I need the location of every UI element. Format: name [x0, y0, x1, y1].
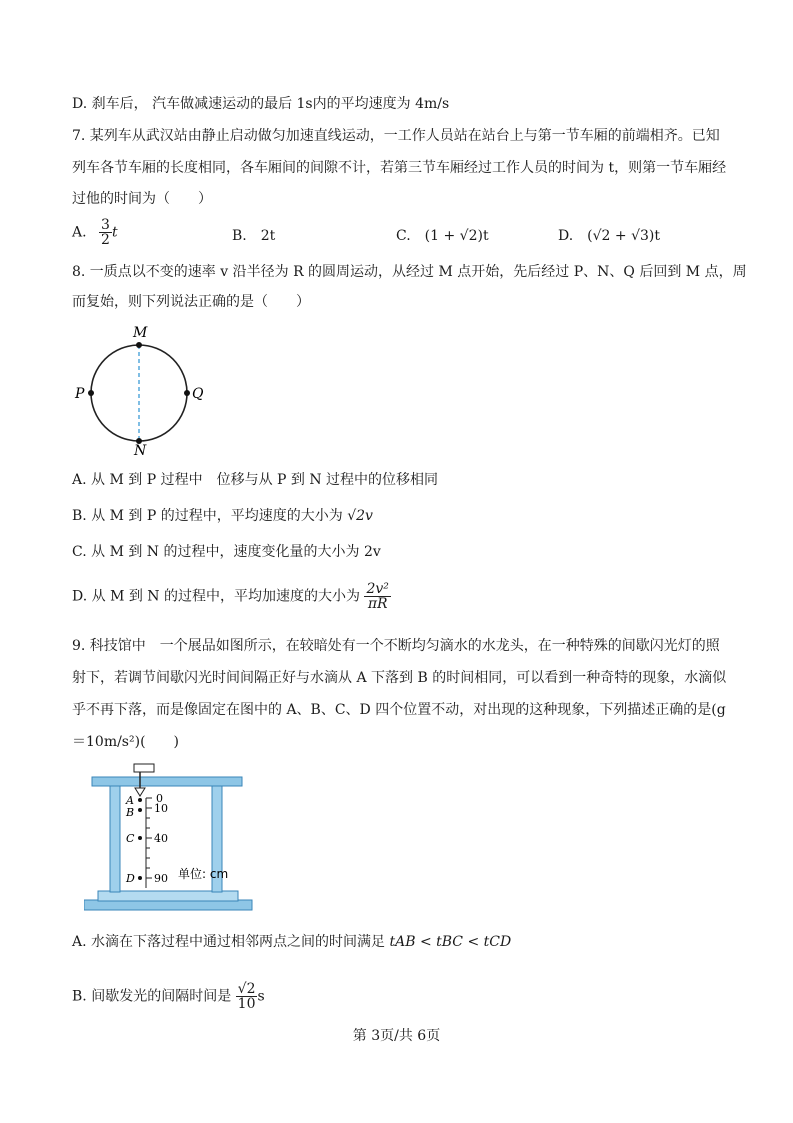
nozzle-icon	[135, 788, 145, 796]
label-b: B	[126, 806, 135, 819]
drop-a	[138, 798, 142, 802]
q9-option-a: A. 水滴在下落过程中通过相邻两点之间的时间满足 tAB < tBC < tCD	[72, 934, 512, 950]
q9-drip-figure	[84, 762, 254, 912]
label-c: C	[126, 832, 135, 845]
q7-option-d: D. (√2 + √3)t	[558, 228, 661, 244]
q9-stem-line4: ＝10m/s²)( )	[72, 734, 179, 750]
q8-option-b: B. 从 M 到 P 的过程中，平均速度的大小为 √2v	[72, 508, 373, 524]
q7-option-a: A. $\frac{3}{2}$ t	[72, 217, 118, 248]
label-p: P	[75, 386, 85, 402]
label-n: N	[134, 443, 147, 458]
tick-label-0: 0	[156, 792, 163, 805]
q9-option-b-fraction: $\frac{√2}{10}$	[237, 981, 256, 1012]
q8-circle-figure	[70, 322, 210, 458]
q9-stem-line1: 9. 科技馆中 一个展品如图所示，在较暗处有一个不断均匀滴水的水龙头，在一种特殊的间歇闪光灯的照	[72, 638, 720, 654]
label-d: D	[126, 872, 135, 885]
label-m: M	[133, 325, 148, 341]
q8-option-d-fraction: $\frac{\text{2v²}}{\pi R}$	[366, 581, 389, 612]
label-q: Q	[192, 386, 204, 402]
unit-label: 单位: cm	[178, 867, 229, 881]
q7-stem-line1: 7. 某列车从武汉站由静止启动做匀加速直线运动，一工作人员站在站台上与第一节车厢的前端相齐。已知	[72, 128, 720, 144]
q8-option-d: D. 从 M 到 N 的过程中，平均加速度的大小为 $\frac{\text{2v²}}{\pi R}$	[72, 581, 389, 612]
point-m	[136, 342, 142, 348]
drop-b	[138, 808, 142, 812]
q8-stem-line1: 8. 一质点以不变的速率 v 沿半径为 R 的圆周运动，从经过 M 点开始，先后经过 P、N、Q 后回到 M 点，周	[72, 264, 747, 280]
q7-option-b: B. 2t	[232, 228, 276, 244]
top-plate	[92, 777, 242, 786]
point-p	[88, 390, 94, 396]
tick-label-40: 40	[154, 832, 168, 845]
q7-stem-line3: 过他的时间为（ ）	[72, 191, 212, 207]
faucet-head	[134, 764, 154, 772]
q7-option-c: C. (1 + √2)t	[396, 228, 489, 244]
q7-option-a-fraction: $\frac{3}{2}$	[101, 217, 110, 248]
tick-label-90: 90	[154, 872, 168, 885]
drop-c	[138, 836, 142, 840]
q9-stem-line3: 乎不再下落，而是像固定在图中的 A、B、C、D 四个位置不动，对出现的这种现象，下列描述正确的是(g	[72, 702, 726, 718]
drop-d	[138, 876, 142, 880]
q8-option-a: A. 从 M 到 P 过程中 位移与从 P 到 N 过程中的位移相同	[72, 472, 439, 488]
left-post	[110, 786, 120, 892]
q7-stem-line2: 列车各节车厢的长度相同，各车厢间的间隙不计，若第三节车厢经过工作人员的时间为 t，则第一节车厢经	[72, 160, 727, 176]
q8-option-c: C. 从 M 到 N 的过程中，速度变化量的大小为 2v	[72, 544, 381, 560]
q9-stem-line2: 射下，若调节间歇闪光时间间隔正好与水滴从 A 下落到 B 的时间相同，可以看到一种奇特的现象，水滴似	[72, 670, 727, 686]
point-q	[184, 390, 190, 396]
q6-option-d: D. 刹车后， 汽车做减速运动的最后 1s内的平均速度为 4m/s	[72, 96, 450, 112]
q8-stem-line2: 而复始，则下列说法正确的是（ ）	[72, 294, 310, 310]
page-footer: 第 3页/共 6页	[352, 1028, 441, 1044]
tick-label-10: 10	[154, 802, 168, 815]
q9-option-b: B. 间歇发光的间隔时间是 $\frac{√2}{10}$ s	[72, 981, 265, 1012]
label-a: A	[126, 794, 134, 807]
